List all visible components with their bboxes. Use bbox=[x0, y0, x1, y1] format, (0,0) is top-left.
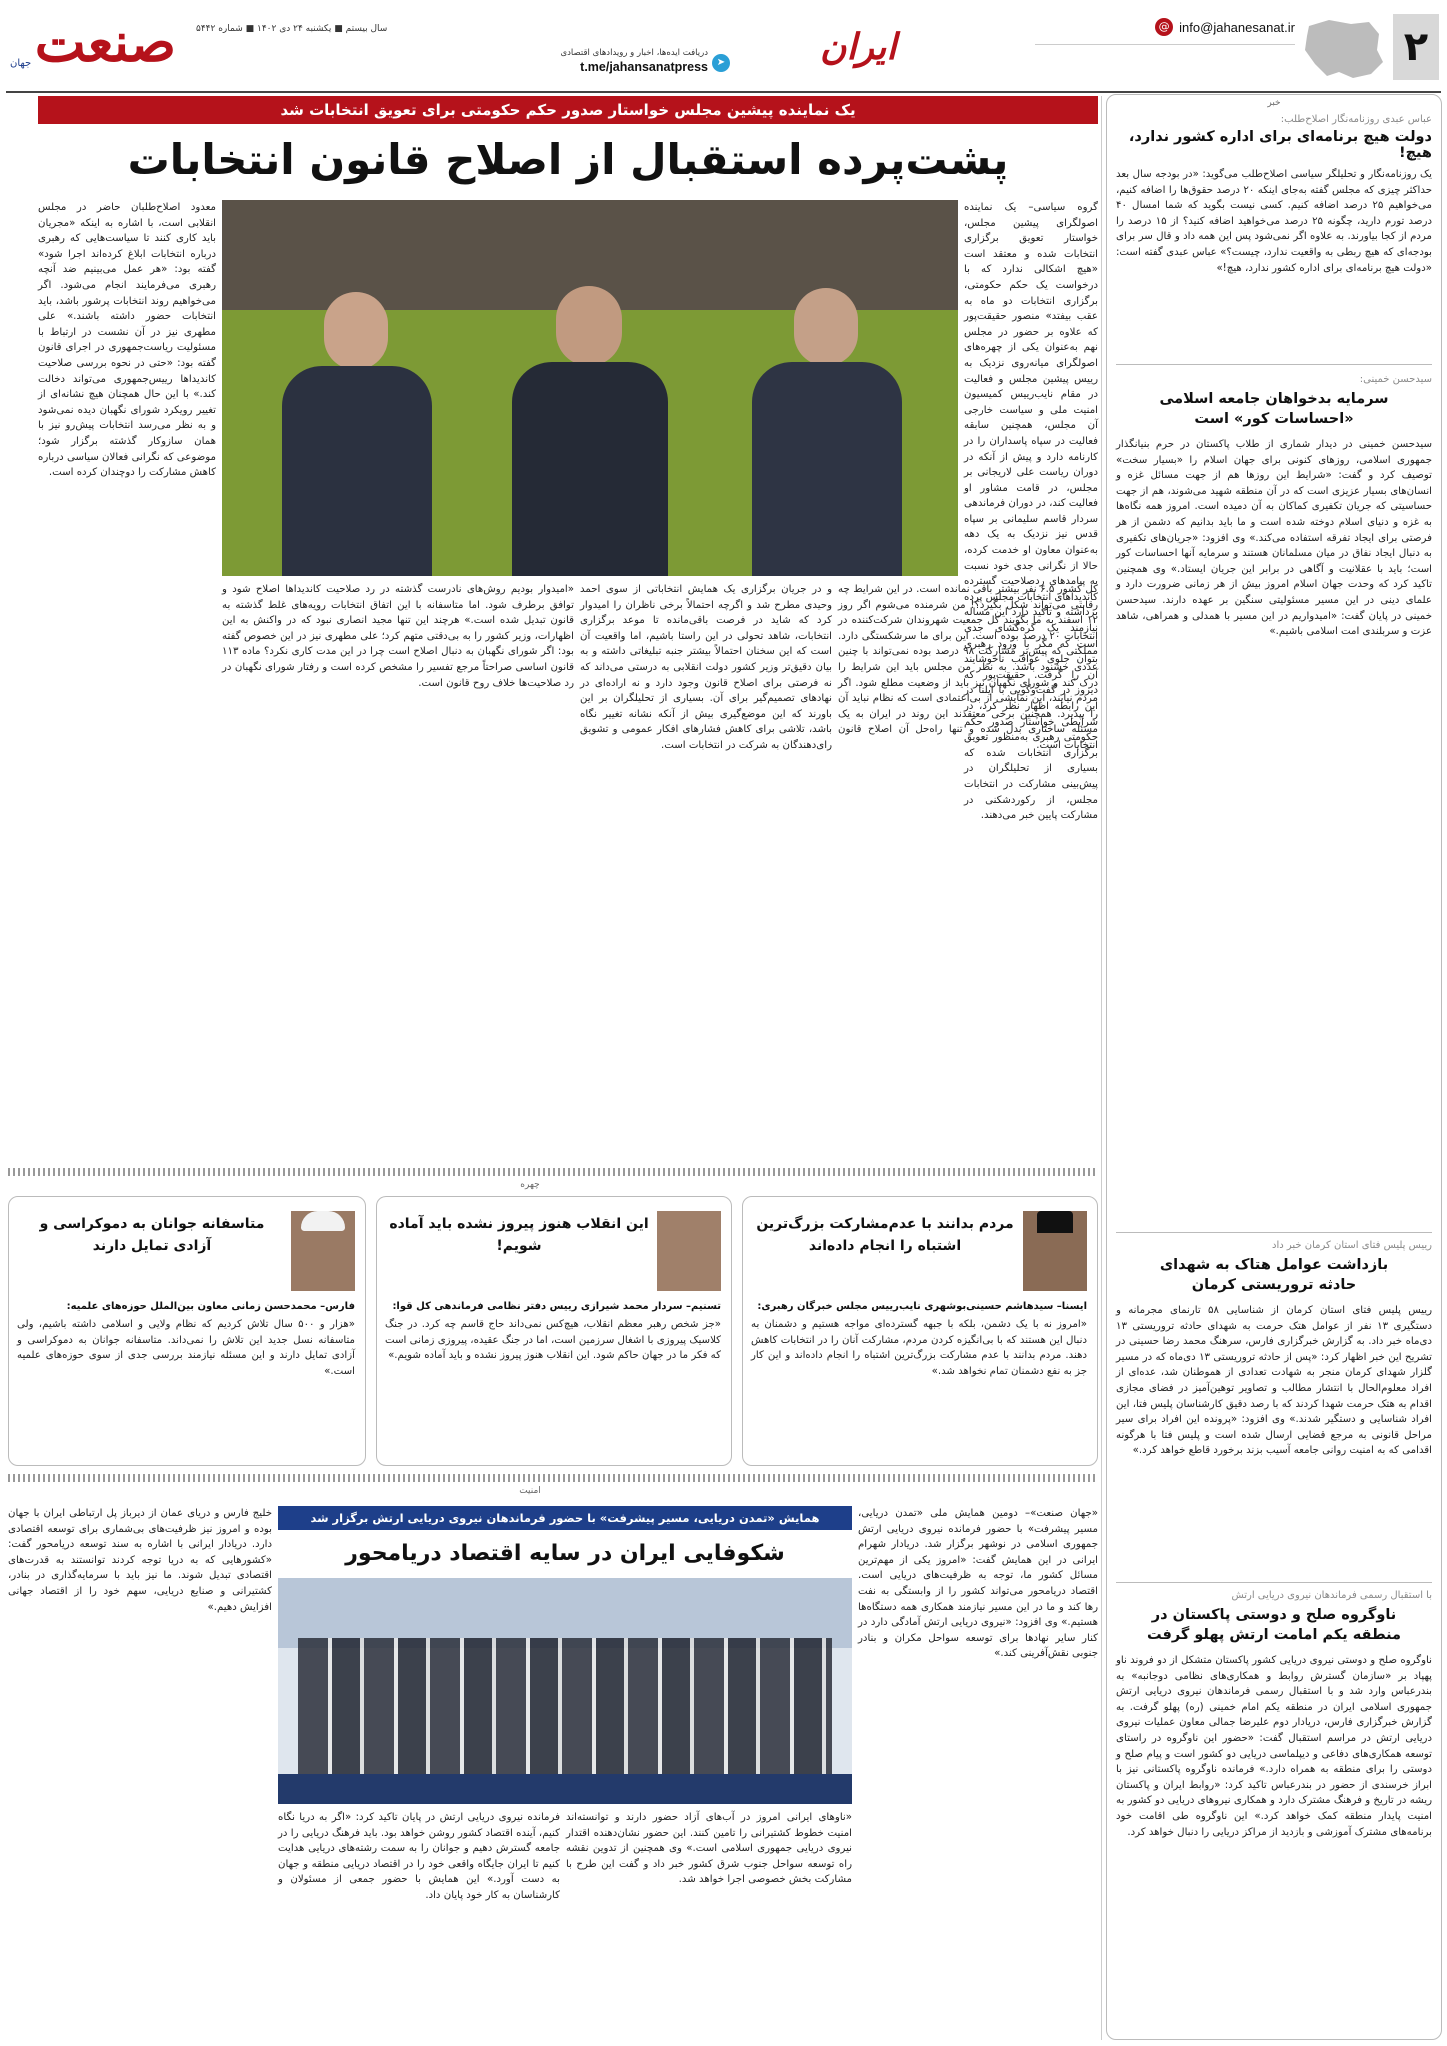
story-headline: ناوگروه صلح و دوستی پاکستان در منطقه یکم امامت ارتش پهلو گرفت bbox=[1146, 1607, 1402, 1643]
story-khomeini bbox=[1116, 374, 1432, 1215]
story-body: ناوگروه صلح و دوستی نیروی دریایی کشور پاکستان متشکل از دو فروند ناو پهپاد بر «سازمان گسترش روابط و همکاری‌های نظامی دوجانبه» به بندرعباس وارد شد و با استقبال رسمی فرماندهان نیروی دریایی ارتش جمهوری اسلامی ایران در منطقه یکم امام خمینی (ره) پهلو گرفت. به گزارش خبرگزاری فارس، دریادار دوم علیرضا جمالی معاون عملیات نیروی دریایی ارتش در مراسم استقبال گفت: «حضور این ناوگروه در راستای توسعه همکاری‌های دفاعی و دیپلماسی دریایی دو کشور است و پیام صلح و دوستی را برای منطقه به همراه دارد.» فرمانده ناوگروه پاکستانی نیز با ابراز خرسندی از حضور در بندرعباس تاکید کرد: «روابط ایران و پاکستان ریشه در تاریخ و فرهنگ مشترک دارد و همکاری نیروهای دریایی دو کشور به امنیت پایدار منطقه کمک خواهد کرد.» این ناوگروه طی اقامت خود برنامه‌های مشترک آموزشی و بازدید از مراکز دریایی را دنبال خواهد کرد. bbox=[1116, 1655, 1432, 1838]
lead-col1: گروه سیاسی– یک نماینده اصولگرای پیشین مجلس، خواستار تعویق برگزاری انتخابات شده و معتقد است «هیچ اشکالی ندارد که با درخواست یک حکم حکومتی، برگزاری انتخابات دو ماه به عقب بیفتد» منصور حقیقت‌پور که علاوه بر حضور در مجلس نهم به‌عنوان یکی از چهره‌های اصولگرای میانه‌روی نزدیک به رییس پیشین مجلس و فعالیت در مقام نایب‌رییس کمیسیون امنیت ملی و سیاست خارجی آن مجلس، همچنین سابقه فعالیت در سپاه پاسداران را در کارنامه دارد و پیش از آنکه در دوران ریاست علی لاریجانی بر مجلس، در قامت مشاور او فعالیت کند، در دوران فرماندهی سردار قاسم سلیمانی بر سپاه قدس نیز نزدیک به یک دهه به‌عنوان معاون او خدمت کرده، حالا از نگرانی جدی خود نسبت به پیامدهای ردصلاحیت گسترده کاندیداهای انتخابات مجلس پرده برداشته و تاکید دارد این مساله نیازمند یک گره‌گشای جدی است که مگر با ورود رهبری بتوان جلوی عواقب ناخوشایند آن را گرفت. حقیقت‌پور که دیروز در گفت‌وگویی با ایلنا در این رابطه اظهار نظر کرد، در شرایطی خواستار صدور حکم حکومتی رهبری به‌منظور تعویق برگزاری انتخابات شده که بسیاری از تحلیلگران در پیش‌بینی مشارکت در انتخابات مجلس، از رکوردشکنی در مشارکت پایین خبر می‌دهند. bbox=[964, 202, 1098, 822]
security-col-left1: خلیج فارس و دریای عمان از دیرباز پل ارتباطی ایران با جهان بوده و امروز نیز ظرفیت‌های بی‌شماری برای توسعه اقتصادی دارد. دریادار ایرانی با اشاره به سند توسعه دریامحور گفت: «کشورهایی که به دریا توجه کردند توانستند به قدرت‌های اقتصادی تبدیل شوند. ما نیز باید با سرمایه‌گذاری در بنادر، کشتیرانی و صنایع دریایی، سهم خود را از اقتصاد جهانی افزایش دهیم.» bbox=[8, 1508, 272, 1613]
face-source: فارس– محمدحسن زمانی معاون بین‌الملل حوزه‌های علمیه: bbox=[66, 1301, 355, 1312]
security-kicker-bar bbox=[278, 1506, 852, 1530]
email-text[interactable]: info@jahanesanat.ir bbox=[1179, 19, 1295, 35]
section-title: ایران bbox=[820, 26, 897, 68]
story-kicker: سیدحسن خمینی: bbox=[1359, 374, 1432, 385]
newspaper-logo bbox=[6, 10, 182, 80]
story-pakistan-navy bbox=[1116, 1590, 1432, 2023]
issue-info: سال بیستم ■ یکشنبه ۲۴ دی ۱۴۰۲ ■ شماره ۵۴۴۲ bbox=[196, 24, 388, 34]
portrait bbox=[657, 1211, 721, 1291]
face-source: ایسنا– سیدهاشم حسینی‌بوشهری نایب‌رییس مجلس خبرگان رهبری: bbox=[757, 1301, 1087, 1312]
lead-col2: کل کشور ۶.۵ نفر بیشتر باقی نمانده است. در این شرایط چه رقابتی می‌تواند شکل بگیرد؟! من شرمنده می‌شوم اگر روز ۱۲ اسفند به ما بگویند کل جمعیت شهروندان شرکت‌کننده در انتخابات ۲۰ درصد بوده است. این برای ما سرشکستگی دارد. مملکتی که پیش‌تر مشارکت ۹۸ درصد بوده نمی‌تواند با چنین عددی خشنود باشد. به نظر من مجلس باید این شرایط را درک کند و شورای نگهبان نیز باید از وضعیت مطلع شود. اگر مردم نیایند، این نمایشی از بی‌اعتمادی است که نظام نباید آن را بپذیرد. همچنین برخی معتقدند این روند در ایران به یک مسئله ساختاری بدل شده و تنها راه‌حل آن اصلاح قانون انتخابات است. bbox=[838, 584, 1098, 751]
story-kicker: رییس پلیس فتای استان کرمان خبر داد bbox=[1272, 1240, 1432, 1251]
story-body: یک روزنامه‌نگار و تحلیلگر سیاسی اصلاح‌طلب می‌گوید: «در بودجه سال بعد حداکثر چیزی که مجلس گفته به‌جای اینکه ۲۰ درصد حقوق‌ها را اضافه کنیم، می‌خواهیم ۲۵ درصد اضافه کنیم. کسی نیست بگوید که شما امسال ۴۰ درصد تورم دارید، چگونه ۲۵ درصد می‌خواهید اضافه کنید؟ از ۱۵ درصد را مردم از کجا بیاورند. به علاوه اگر نمی‌شود پس این همه داد و قال سر برای بودجه‌ای که هیچ ربطی به واقعیت ندارد، چیست؟» عباس عبدی گفته است: «دولت هیچ برنامه‌ای برای اداره کشور ندارد، هیچ!» bbox=[1116, 169, 1433, 274]
story-kerman bbox=[1116, 1240, 1432, 1599]
security-col-left3: فرمانده نیروی دریایی ارتش در پایان تاکید کرد: «اگر به دریا نگاه کنیم، آینده اقتصاد کشور روشن خواهد بود. باید فرهنگ دریایی را در جامعه گسترش دهیم و جوانان را به سمت رشته‌های دریایی هدایت کنیم تا ایران جایگاه واقعی خود را در اقتصاد دریایی منطقه و جهان به دست آورد.» این همایش با حضور جمعی از مسئولان و کارشناسان به کار خود پایان داد. bbox=[278, 1812, 560, 1901]
lead-headline: پشت‌پرده استقبال از اصلاح قانون انتخابات bbox=[127, 135, 1009, 184]
face-card bbox=[8, 1196, 366, 1466]
face-body: «جز شخص رهبر معظم انقلاب، هیچ‌کس نمی‌داند حاج قاسم چه کرد. در جنگ کلاسیک پیروزی با اشغال سرزمین است، اما در جنگ عقیده، پیروزی زمانی است که فکر ما در جهان حاکم شود. این انقلاب هنوز پیروز نشده و باید آماده شویم.» bbox=[385, 1319, 721, 1362]
security-kicker: همایش «تمدن دریایی، مسیر پیشرفت» با حضور فرماندهان نیروی دریایی ارتش برگزار شد bbox=[310, 1511, 820, 1525]
story-headline: بازداشت عوامل هتاک به شهدای حادثه تروریستی کرمان bbox=[1159, 1257, 1389, 1293]
lead-photo bbox=[222, 200, 958, 576]
face-source: تسنیم– سردار محمد شیرازی رییس دفتر نظامی فرماندهی کل قوا: bbox=[392, 1301, 721, 1312]
face-headline: مردم بدانند با عدم‌مشارکت بزرگ‌ترین اشتباه را انجام داده‌اند bbox=[756, 1216, 1014, 1254]
story-abdi bbox=[1116, 114, 1432, 323]
right-column bbox=[1106, 94, 1442, 2040]
section-label-news: خبر bbox=[1267, 98, 1281, 108]
page-number-box bbox=[1393, 14, 1439, 80]
face-body: «امروز نه با یک دشمن، بلکه با جبهه گسترده‌ای مواجه هستیم و دشمنان به دنبال این هستند که با بی‌انگیزه کردن مردم، مشارکت آنان را در انتخابات کاهش دهند. مردم بدانند با عدم مشارکت بزرگ‌ترین اشتباه را انجام داده‌اند و این کار جز به نفع دشمنان تمام نخواهد شد.» bbox=[751, 1319, 1087, 1377]
telegram-handle[interactable]: t.me/jahansanatpress bbox=[580, 60, 708, 74]
security-headline: شکوفایی ایران در سایه اقتصاد دریامحور bbox=[345, 1541, 785, 1566]
portrait bbox=[291, 1211, 355, 1291]
face-headline: این انقلاب هنوز پیروز نشده باید آماده شویم! bbox=[389, 1216, 649, 1254]
portrait bbox=[1023, 1211, 1087, 1291]
face-card bbox=[376, 1196, 732, 1466]
security-col-right: «جهان صنعت»– دومین همایش ملی «تمدن دریایی، مسیر پیشرفت» با حضور فرمانده نیروی دریایی ارتش جمهوری اسلامی در نوشهر برگزار شد. دریادار شهرام ایرانی در این همایش گفت: «امروز یکی از مهم‌ترین مسائل کشور ما، توجه به ظرفیت‌های دریایی است. اقتصاد دریامحور می‌تواند کشور را از وابستگی به نفت رها کند و ما در این مسیر نیازمند همکاری همه دستگاه‌ها هستیم.» وی افزود: «نیروی دریایی ارتش آمادگی دارد در کنار سایر نهادها برای توسعه سواحل مکران و بنادر جنوبی نقش‌آفرینی کند.» bbox=[858, 1508, 1098, 1660]
email-icon: @ bbox=[1155, 18, 1173, 36]
story-body: سیدحسن خمینی در دیدار شماری از طلاب پاکستان در حرم بنیانگذار جمهوری اسلامی، روزهای کنونی برای جهان اسلام را «بسیار سخت» توصیف کرد و گفت: «شرایط این روزها هم از جهت مسائل غزه و انسان‌های بسیار عزیزی است که در آن منطقه شهید می‌شوند، هم از جهت حساسیتی که جریان تکفیری کماکان به آن دمیده است. امروز همه نگاه‌ها به غزه و دنیای اسلام دوخته شده است و ما باید بدانیم که دشمن از هر فرصتی برای ایجاد تفرقه استفاده می‌کند.» وی افزود: «جریان‌های تکفیری به دنبال ایجاد نفاق در میان مسلمانان هستند و سرمایه آنها احساسات کور است؛ باید با عقلانیت و آگاهی در برابر این جریان ایستاد.» وی همچنین تاکید کرد که وحدت جهان اسلام امروز بیش از هر زمانی ضرورت دارد و علمای دینی در این مسیر مسئولیتی سنگین بر عهده دارند. سیدحسن خمینی در پایان گفت: «امیدواریم در این مسیر با همدلی و همراهی، شاهد عزت و سربلندی امت اسلامی باشیم.» bbox=[1116, 439, 1432, 638]
story-headline: سرمایه بدخواهان جامعه اسلامی «احساسات کور» است bbox=[1159, 391, 1389, 427]
page-number: ۲ bbox=[1403, 24, 1429, 70]
security-photo bbox=[278, 1578, 852, 1804]
section-label-faces: چهره bbox=[520, 1180, 540, 1190]
email-block bbox=[1155, 16, 1295, 38]
lead-kicker: یک نماینده پیشین مجلس خواستار صدور حکم حکومتی برای تعویق انتخابات شد bbox=[280, 101, 856, 119]
person-figure bbox=[512, 286, 668, 576]
iran-map-icon bbox=[1299, 16, 1385, 82]
masthead bbox=[0, 0, 1447, 92]
face-card bbox=[742, 1196, 1098, 1466]
security-col-left2: «ناوهای ایرانی امروز در آب‌های آزاد حضور دارند و توانسته‌اند امنیت خطوط کشتیرانی را تامین کنند. این حضور نشان‌دهنده اقتدار نیروی دریایی جمهوری اسلامی است.» وی همچنین از تدوین نقشه راه توسعه سواحل جنوب شرق کشور خبر داد و گفت این طرح با مشارکت بخش خصوصی اجرا خواهد شد. bbox=[566, 1812, 852, 1886]
faces-row bbox=[8, 1196, 1098, 1466]
face-body: «هزار و ۵۰۰ سال تلاش کردیم که نظام ولایی و اسلامی داشته باشیم، ولی متاسفانه نسل جدید این تلاش را نمی‌داند. متاسفانه جوانان به دموکراسی و آزادی تمایل دارند و این مسئله نیازمند بررسی جدی از سوی حوزه‌های علمیه است.» bbox=[17, 1319, 355, 1377]
person-figure bbox=[282, 292, 432, 576]
story-body: رییس پلیس فتای استان کرمان از شناسایی ۵۸ تارنمای مجرمانه و دستگیری ۱۳ نفر از عوامل هتک حرمت به شهدای حادثه تروریستی ۱۳ دی‌ماه خبر داد. به گزارش خبرگزاری فارس، سرهنگ محمد رضا حسینی در تشریح این خبر اظهار کرد: «پس از حادثه تروریستی ۱۳ دی‌ماه که در مسیر گلزار شهدای کرمان منجر به شهادت تعدادی از هموطنان شد، عده‌ای از افراد معلوم‌الحال با انتشار مطالب و تصاویر توهین‌آمیز در فضای مجازی اقدام به هتک حرمت شهدا کردند که با رصد دقیق کارشناسان پلیس فتا، این افراد شناسایی و دستگیر شدند.» وی افزود: «پرونده این افراد برای سیر مراحل قانونی به مرجع قضایی ارسال شده است و پلیس فتا با هرگونه اقدامی که به امنیت روانی جامعه آسیب بزند برخورد قاطع خواهد کرد.» bbox=[1116, 1305, 1433, 1457]
telegram-block bbox=[440, 48, 730, 76]
telegram-caption: دریافت ایده‌ها، اخبار و رویدادهای اقتصادی bbox=[560, 48, 708, 58]
telegram-icon: ➤ bbox=[712, 54, 730, 72]
lead-col3: و در جریان برگزاری یک همایش انتخاباتی از سوی احمد وحیدی مطرح شد و اگرچه احتمالاً برخی ناظران را امیدوار کرد که شاید در فرصت باقی‌مانده تا موعد برگزاری انتخابات، شاهد تحولی در این راستا باشیم، اما واقعیت آن است که این سخنان احتمالاً بیشتر جنبه تبلیغاتی داشته و به بیان دقیق‌تر وزیر کشور دولت انقلابی به درستی می‌داند که نه فرصتی برای اصلاح قانون وجود دارد و نه اراده‌ای در نهادهای تصمیم‌گیر برای آن. بسیاری از تحلیلگران بر این باورند که این موضع‌گیری بیش از آنکه نشانه تغییر نگاه باشد، تلاشی برای کاهش فشارهای افکار عمومی و تشویق رای‌دهندگان به شرکت در انتخابات است. bbox=[580, 584, 832, 751]
logo-sub: جهان bbox=[10, 58, 32, 69]
story-headline: دولت هیچ برنامه‌ای برای اداره کشور ندارد، هیچ! bbox=[1128, 129, 1432, 161]
logo-text: صنعت bbox=[34, 10, 176, 74]
lead-col5: معدود اصلاح‌طلبان حاضر در مجلس انقلابی است، با اشاره به اینکه «مجریان باید کاری کنند تا سیاست‌هایی که رهبری درباره انتخابات ابلاغ کرده‌اند اجرا شود» گفته بود: «هر عمل می‌بینیم ضد آنچه رهبری می‌فرمایند انجام می‌شود. اگر می‌خواهیم روند انتخابات پرشور باشد، باید انتخابات حضور داشته باشند.» علی مطهری نیز در آن نشست در ارتباط با مسئولیت ریاست‌جمهوری در اجرای قانون گفته بود: «حتی در نحوه بررسی صلاحیت کاندیداها رییس‌جمهوری می‌تواند دخالت کند.» با این حال همچنان هیچ نشانه‌ای از تغییر رویکرد شورای نگهبان دیده نمی‌شود و به نظر می‌رسد انتخابات پیش‌رو نیز با همان سازوکار گذشته برگزار شود؛ موضوعی که نگرانی فعالان سیاسی درباره کاهش مشارکت را دوچندان کرده است. bbox=[38, 202, 216, 479]
story-kicker: با استقبال رسمی فرماندهان نیروی دریایی ارتش bbox=[1231, 1590, 1432, 1601]
person-figure bbox=[752, 288, 902, 576]
face-headline: متاسفانه جوانان به دموکراسی و آزادی تمایل دارند bbox=[39, 1216, 265, 1254]
lead-col4: «امیدوار بودیم روش‌های نادرست گذشته در رد صلاحیت کاندیداها اصلاح شود و توافق برطرف شود. اما متاسفانه با این اتفاق انتخابات رویه‌های غلط گذشته به قانون تبدیل شده است.» هرچند این تنها مجید انصاری نبود که در واکنش به این اظهارات، وزیر کشور را به بی‌دقتی متهم کرد؛ علی مطهری نیز در این خصوص گفته بود: اگر شورای نگهبان به دنبال اصلاح است چرا در این مدت کاری نکرد؟ ماده ۱۱۳ قانون اساسی صراحتاً مرجع تفسیر را مشخص کرده است و رفتار شورای نگهبان در رد صلاحیت‌ها خلاف روح قانون است. bbox=[222, 584, 574, 689]
lead-kicker-bar bbox=[38, 96, 1098, 124]
section-label-security: امنیت bbox=[519, 1486, 541, 1496]
story-kicker: عباس عبدی روزنامه‌نگار اصلاح‌طلب: bbox=[1280, 114, 1432, 125]
